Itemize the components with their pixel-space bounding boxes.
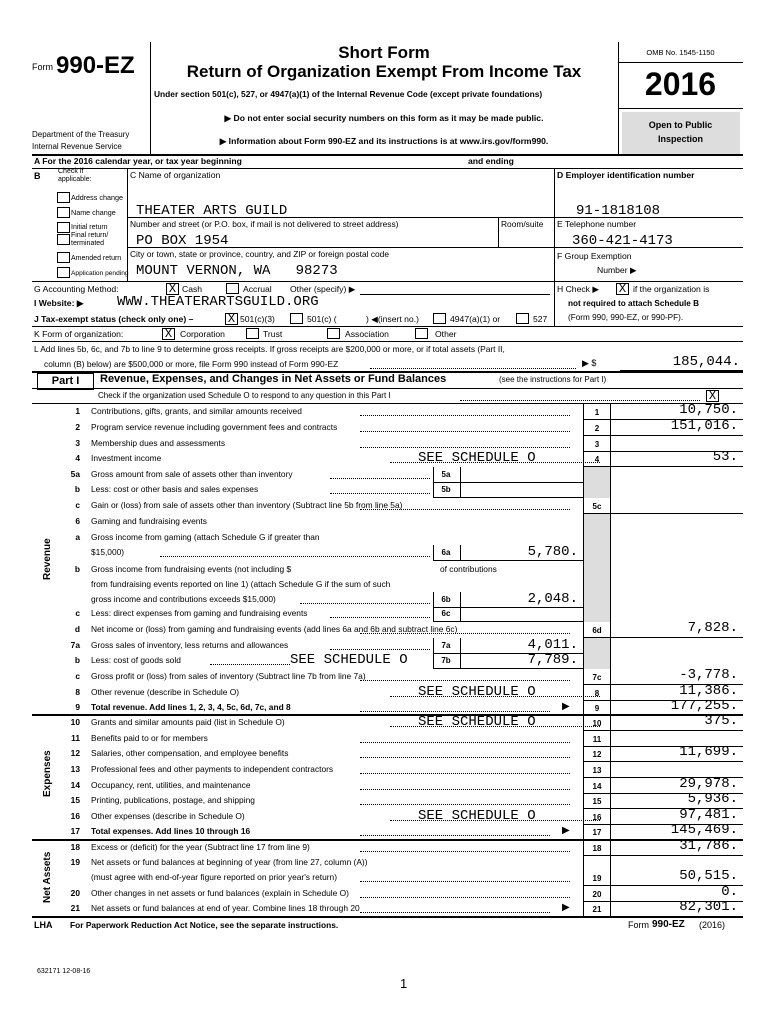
line-number-l6c: c (75, 608, 80, 618)
line-text-l20: Other changes in net assets or fund balances (explain in Schedule O) (91, 888, 349, 898)
amount-l6b: 2,048. (527, 591, 578, 607)
group-exemption-label: F Group Exemption (557, 251, 632, 261)
amount-l2: 151,016. (670, 418, 738, 434)
corporation-label: Corporation (180, 329, 225, 339)
line-number-l9: 9 (75, 702, 80, 712)
trust-checkbox[interactable] (246, 328, 259, 339)
line-number-l16: 16 (70, 811, 80, 821)
form-word: Form (32, 62, 53, 72)
leader-l6a (160, 556, 430, 557)
line-number-l6: 6 (75, 516, 80, 526)
line-l-dollar: ▶ $ (582, 358, 597, 368)
line-text2-l6a: $15,000) (91, 547, 125, 557)
website-label: I Website: ▶ (34, 298, 84, 308)
see-schedule-o-l7b: SEE SCHEDULE O (290, 652, 408, 668)
address-change-checkbox[interactable] (57, 192, 70, 203)
street-value: PO BOX 1954 (136, 233, 229, 249)
box-label-l1: 1 (594, 408, 600, 417)
amount-l12: 11,699. (679, 744, 738, 760)
box-label-l3: 3 (594, 440, 600, 449)
line-text-l8: Other revenue (describe in Schedule O) (91, 687, 240, 697)
h-text-3: (Form 990, 990-EZ, or 990-PF). (568, 313, 684, 322)
box-underline-l6c (433, 621, 583, 622)
form-subtitle: Under section 501(c), 527, or 4947(a)(1) of the Internal Revenue Code (except private foundations) (154, 89, 543, 99)
amount-l7a: 4,011. (527, 637, 578, 653)
cash-checkbox[interactable]: X (166, 283, 179, 295)
leader-l15 (360, 804, 570, 805)
line-number-l5c: c (75, 500, 80, 510)
row-rule-l2 (583, 435, 743, 436)
box-label-l2: 2 (594, 424, 600, 433)
501c-label: 501(c) ( (307, 314, 337, 324)
amount-l7c: -3,778. (679, 667, 738, 683)
box-label-l13: 13 (592, 766, 602, 775)
line-number-l18: 18 (70, 842, 80, 852)
line-l-text-2: column (B) below) are $500,000 or more, file Form 990 instead of Form 990-EZ (44, 359, 339, 369)
org-name-value: THEATER ARTS GUILD (136, 203, 288, 219)
line-number-l12: 12 (70, 748, 80, 758)
trust-label: Trust (263, 329, 283, 339)
box-label-l7b: 7b (441, 656, 451, 665)
line-number-l10: 10 (70, 717, 80, 727)
box-label-l14: 14 (592, 782, 602, 791)
shaded-cell-0 (584, 467, 610, 498)
line-text-l5a: Gross amount from sale of assets other than inventory (91, 469, 293, 479)
line-b-label: B (34, 171, 41, 181)
line-text2-l19: (must agree with end-of-year figure reported on prior year's return) (91, 872, 337, 882)
box-label-l6a: 6a (441, 548, 451, 557)
revenue-side-label: Revenue (42, 538, 53, 580)
street-label: Number and street (or P.O. box, if mail is not delivered to street address) (130, 219, 399, 229)
501c-checkbox[interactable] (290, 313, 303, 324)
gross-receipts-amount: 185,044. (672, 354, 740, 370)
4947-checkbox[interactable] (433, 313, 446, 324)
group-exemption-number-label: Number ▶ (597, 265, 637, 275)
arrow-l17: ▶ (562, 825, 570, 836)
leader-l14 (360, 789, 570, 790)
arrow-l9: ▶ (562, 701, 570, 712)
box-underline-l6a (433, 560, 583, 561)
leader-l3 (360, 447, 570, 448)
leader-l5b (330, 493, 430, 494)
box-label-l21: 21 (592, 905, 602, 914)
amount-l10: 375. (704, 713, 738, 729)
see-schedule-o-l16: SEE SCHEDULE O (418, 808, 536, 824)
box-label-l5a: 5a (441, 470, 451, 479)
line-text-l19: Net assets or fund balances at beginning of year (from line 27, column (A)) (91, 857, 368, 867)
amount-l4: 53. (712, 449, 738, 465)
amount-l9: 177,255. (670, 698, 738, 714)
application-pending-label: Application pending (71, 270, 129, 277)
amount-l15: 5,936. (687, 791, 738, 807)
final-return-label: Final return/ terminated (71, 232, 109, 247)
ssn-notice: ▶ Do not enter social security numbers on this form as it may be made public. (224, 113, 544, 123)
line-text-l14: Occupancy, rent, utilities, and maintenance (91, 780, 251, 790)
row-rule-l10 (583, 730, 743, 731)
leader-l11 (360, 742, 570, 743)
schedule-o-check-text: Check if the organization used Schedule O to respond to any question in this Part I (98, 391, 391, 400)
amount-l14: 29,978. (679, 776, 738, 792)
h-check-label: H Check ▶ (557, 284, 599, 294)
box-underline-l5b (433, 497, 583, 498)
501c3-label: 501(c)(3) (240, 314, 275, 324)
corporation-checkbox[interactable]: X (162, 328, 175, 340)
line-text-l7c: Gross profit or (loss) from sales of inventory (Subtract line 7b from line 7a) (91, 671, 366, 681)
box-frame-l5b (433, 482, 461, 497)
line-number-l2: 2 (75, 422, 80, 432)
page-number: 1 (400, 976, 408, 991)
leader-l17 (360, 835, 550, 836)
initial-return-label: Initial return (71, 224, 108, 231)
box-label-l6b: 6b (441, 595, 451, 604)
part-1-title: Revenue, Expenses, and Changes in Net Assets or Fund Balances (100, 373, 447, 385)
info-notice: ▶ Information about Form 990-EZ and its instructions is at www.irs.gov/form990. (219, 136, 549, 146)
shaded-cell-2 (584, 638, 610, 669)
line-text-l3: Membership dues and assessments (91, 438, 226, 448)
line-number-l5b: b (74, 484, 80, 494)
line-number-l11: 11 (71, 733, 80, 743)
form-number: 990-EZ (56, 52, 135, 79)
box-label-l8: 8 (594, 689, 600, 698)
box-label-l6d: 6d (592, 626, 602, 635)
row-rule-l18 (583, 855, 743, 856)
line-text-l7b: Less: cost of goods sold (91, 655, 181, 665)
and-ending: and ending (468, 156, 514, 166)
accounting-method-label: G Accounting Method: (34, 284, 119, 294)
line-number-l6d: d (74, 624, 80, 634)
line-text-l11: Benefits paid to or for members (91, 733, 208, 743)
line-number-l8: 8 (75, 687, 80, 697)
amount-l18: 31,786. (679, 838, 738, 854)
box-label-l20: 20 (592, 890, 602, 899)
line-number-l19: 19 (70, 857, 80, 867)
schedule-b-checkbox[interactable]: X (616, 283, 629, 295)
line-text-l7a: Gross sales of inventory, less returns and allowances (91, 640, 289, 650)
leader-l5a (330, 478, 430, 479)
amount-l16: 97,481. (679, 807, 738, 823)
box-label-l17: 17 (592, 828, 602, 837)
amended-return-label: Amended return (71, 255, 122, 262)
box-label-l6c: 6c (441, 609, 451, 618)
box-label-l5c: 5c (592, 502, 602, 511)
amount-l6a: 5,780. (527, 544, 578, 560)
amount-l17: 145,469. (670, 822, 738, 838)
applicable: applicable: (58, 176, 92, 183)
open-inspection-box (622, 112, 740, 154)
amount-l19: 50,515. (679, 868, 738, 884)
line-number-l20: 20 (70, 888, 80, 898)
line-number-l21: 21 (70, 903, 80, 913)
insert-no-label: ) ◀(insert no.) (366, 314, 419, 324)
line-text-l4: Investment income (91, 453, 162, 463)
org-name-label: C Name of organization (130, 170, 221, 180)
see-schedule-o-l10: SEE SCHEDULE O (418, 714, 536, 730)
box-label-l16: 16 (592, 813, 602, 822)
line-number-l3: 3 (75, 438, 80, 448)
amount-l8: 11,386. (679, 683, 738, 699)
leader-l12 (360, 757, 570, 758)
line-text-l6d: Net income or (loss) from gaming and fundraising events (add lines 6a and 6b and subtract line 6c) (91, 624, 458, 634)
box-underline-l7b (433, 668, 583, 669)
line-text-l1: Contributions, gifts, grants, and similar amounts received (91, 406, 302, 416)
name-change-label: Name change (71, 208, 116, 217)
line-number-l7b: b (74, 655, 80, 665)
room-suite-label: Room/suite (501, 219, 544, 229)
leader-l9 (360, 711, 550, 712)
form-of-org-label: K Form of organization: (34, 329, 124, 339)
line-text-l21: Net assets or fund balances at end of year. Combine lines 18 through 20 (91, 903, 360, 913)
part-1-note: (see the instructions for Part I) (499, 375, 607, 384)
footer-form-number: 990-EZ (652, 919, 685, 930)
leader-l7a (330, 649, 430, 650)
line-text-l17: Total expenses. Add lines 10 through 16 (91, 826, 251, 836)
part-1-label: Part I (37, 373, 94, 390)
line-text-l6: Gaming and fundraising events (91, 516, 207, 526)
paperwork-notice: For Paperwork Reduction Act Notice, see the separate instructions. (70, 920, 339, 930)
line-text-tail-l6b: of contributions (440, 564, 497, 574)
line-text-l13: Professional fees and other payments to independent contractors (91, 764, 334, 774)
amount-l1: 10,750. (679, 402, 738, 418)
line-text-l5c: Gain or (loss) from sale of assets other than inventory (Subtract line 5b from line 5a) (91, 500, 403, 510)
box-label-l10: 10 (592, 719, 602, 728)
line-number-l7c: c (75, 671, 80, 681)
shaded-cell-1 (584, 514, 610, 622)
line-number-l6a: a (75, 532, 80, 542)
footer-form-word: Form (628, 920, 649, 930)
line-text-l16: Other expenses (describe in Schedule O) (91, 811, 245, 821)
schedule-o-checkbox[interactable]: X (706, 390, 719, 402)
city-label: City or town, state or province, country, and ZIP or foreign postal code (130, 249, 389, 259)
expenses-side-label: Expenses (42, 750, 53, 797)
irs-label: Internal Revenue Service (32, 142, 122, 151)
inspection: Inspection (657, 134, 703, 144)
check-if: Check if (58, 168, 84, 175)
line-number-l14: 14 (70, 780, 80, 790)
ein-label: D Employer identification number (557, 170, 695, 180)
open-public: Open to Public (648, 120, 713, 130)
amended-return-checkbox[interactable] (57, 252, 70, 263)
box-label-l7a: 7a (441, 641, 451, 650)
final-return-checkbox[interactable] (57, 234, 70, 245)
amount-l20: 0. (721, 884, 738, 900)
phone-label: E Telephone number (557, 219, 637, 229)
accrual-checkbox[interactable] (226, 283, 239, 294)
tax-year: 2016 (644, 66, 717, 102)
h-text-1: if the organization is (633, 284, 710, 294)
box-label-l7c: 7c (592, 673, 602, 682)
application-pending-checkbox[interactable] (57, 267, 70, 278)
leader-l21 (360, 912, 550, 913)
leader-l7c (360, 680, 570, 681)
leader-l6b (300, 603, 430, 604)
other-org-checkbox[interactable] (415, 328, 428, 339)
leader-l13 (360, 773, 570, 774)
name-change-checkbox[interactable] (57, 207, 70, 218)
leader-l5c (360, 509, 570, 510)
leader-l1 (360, 415, 570, 416)
line-text-l5b: Less: cost or other basis and sales expenses (91, 484, 259, 494)
omb-number: OMB No. 1545-1150 (646, 48, 715, 57)
leader-l20 (360, 897, 570, 898)
line-number-l4: 4 (75, 453, 80, 463)
footer-form-year: (2016) (699, 920, 726, 930)
line-text-l18: Excess or (deficit) for the year (Subtract line 17 from line 9) (91, 842, 310, 852)
accrual-label: Accrual (243, 284, 272, 294)
line-text-l10: Grants and similar amounts paid (list in Schedule O) (91, 717, 285, 727)
website-value[interactable]: WWW.THEATERARTSGUILD.ORG (117, 294, 319, 310)
address-change-label: Address change (71, 193, 123, 202)
box-frame-l6c (433, 606, 461, 621)
line-text-l6a: Gross income from gaming (attach Schedule G if greater than (91, 532, 320, 542)
arrow-l21: ▶ (562, 902, 570, 913)
527-label: 527 (533, 314, 548, 324)
dept-treasury: Department of the Treasury (32, 130, 130, 139)
initial-return-checkbox[interactable] (57, 222, 70, 233)
line-number-l15: 15 (70, 795, 80, 805)
amount-l7b: 7,789. (527, 652, 578, 668)
line-number-l1: 1 (75, 406, 80, 416)
box-label-l15: 15 (592, 797, 602, 806)
line-number-l7a: 7a (70, 640, 80, 650)
cash-label: Cash (182, 284, 203, 294)
box-label-l12: 12 (592, 750, 602, 759)
box-label-l9: 9 (594, 704, 600, 713)
leader-l6c (330, 617, 430, 618)
tax-exempt-status-label: J Tax-exempt status (check only one) – (34, 314, 194, 324)
association-checkbox[interactable] (327, 328, 340, 339)
line-text3-l6b: gross income and contributions exceeds $15,000) (91, 594, 276, 604)
line-number-l13: 13 (70, 764, 80, 774)
line-text-l6b: Gross income from fundraising events (not including $ (91, 564, 292, 574)
line-l-text-1: L Add lines 5b, 6c, and 7b to line 9 to determine gross receipts. If gross receipts are $200,000 or more, or if total assets (Part II, (34, 344, 505, 354)
see-schedule-o-l4: SEE SCHEDULE O (418, 450, 536, 466)
leader-l19 (360, 881, 570, 882)
line-text-l2: Program service revenue including government fees and contracts (91, 422, 338, 432)
other-specify-label: Other (specify) ▶ (290, 284, 356, 294)
501c3-checkbox[interactable]: X (225, 313, 238, 325)
see-schedule-o-l8: SEE SCHEDULE O (418, 684, 536, 700)
amount-l6d: 7,828. (687, 620, 738, 636)
leader-l7b (210, 664, 290, 665)
line-text2-l6b: from fundraising events reported on line 1) (attach Schedule G if the sum of such (91, 579, 391, 589)
form-title-2: Return of Organization Exempt From Income Tax (186, 62, 582, 81)
line-text-l6c: Less: direct expenses from gaming and fundraising events (91, 608, 308, 618)
box-label-l19: 19 (592, 874, 602, 883)
line-number-l17: 17 (70, 826, 80, 836)
line-a-label: A For the 2016 calendar year, or tax year beginning (34, 156, 242, 166)
phone-value: 360-421-4173 (572, 233, 673, 249)
association-label: Association (345, 329, 389, 339)
box-label-l5b: 5b (441, 485, 451, 494)
line-number-l6b: b (74, 564, 80, 574)
net-assets-side-label: Net Assets (42, 851, 53, 903)
line-text-l15: Printing, publications, postage, and shipping (91, 795, 255, 805)
line-text-l12: Salaries, other compensation, and employee benefits (91, 748, 289, 758)
527-checkbox[interactable] (516, 313, 529, 324)
leader-l18 (360, 851, 570, 852)
ein-value: 91-1818108 (576, 203, 661, 219)
line-number-l5a: 5a (70, 469, 80, 479)
amount-l21: 82,301. (679, 899, 738, 915)
lha-label: LHA (34, 920, 53, 930)
leader-l2 (360, 431, 570, 432)
leader-l6d (360, 633, 570, 634)
box-label-l11: 11 (592, 735, 602, 744)
box-label-l4: 4 (594, 455, 600, 464)
form-title-1: Short Form (338, 43, 430, 62)
city-value: MOUNT VERNON, WA 98273 (136, 263, 338, 279)
row-rule-l12 (583, 761, 743, 762)
h-text-2: not required to attach Schedule B (568, 299, 700, 308)
box-frame-l5a (433, 467, 461, 482)
other-org-label: Other (435, 329, 457, 339)
form-code: 632171 12-08-16 (37, 968, 91, 975)
box-label-l18: 18 (592, 844, 602, 853)
4947-label: 4947(a)(1) or (450, 314, 501, 324)
line-text-l9: Total revenue. Add lines 1, 2, 3, 4, 5c, 6d, 7c, and 8 (91, 702, 291, 712)
